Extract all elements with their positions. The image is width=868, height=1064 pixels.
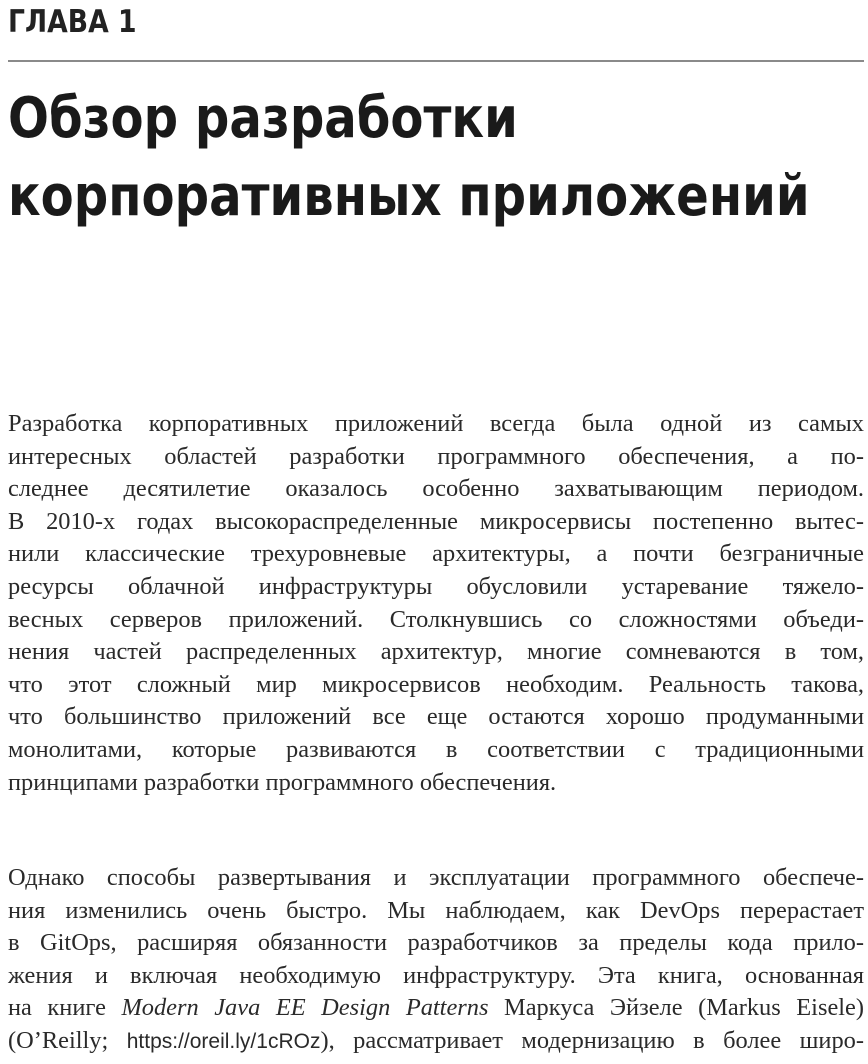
body-paragraph-2 xyxy=(8,862,864,1059)
text-line: Однако способы развертывания и эксплуатации программного обеспече- xyxy=(8,864,864,891)
text-segment: на книге xyxy=(8,994,122,1022)
text-segment: Маркуса Эйзеле (Markus Eisele) xyxy=(488,994,864,1022)
text-line: ния изменились очень быстро. Мы наблюдаем, как DevOps перерастает xyxy=(8,896,864,924)
text-line: монолитами, которые развиваются в соответствии с традиционными xyxy=(8,735,864,763)
book-title-reference: Modern Java EE Design Patterns xyxy=(121,994,489,1022)
chapter-title-line-2: корпоративных приложений xyxy=(8,164,810,229)
text-line: ресурсы облачной инфраструктуры обусловили устаревание тяжело- xyxy=(8,572,864,600)
chapter-title xyxy=(8,80,810,236)
text-line xyxy=(8,1025,864,1059)
text-line: принципами разработки программного обеспечения. xyxy=(8,768,557,796)
text-line: В 2010-х годах высокораспределенные микросервисы постепенно вытес- xyxy=(8,507,864,535)
chapter-title-line-1: Обзор разработки xyxy=(8,86,518,151)
text-line: в GitOps, расширяя обязанности разработчиков за пределы кода прило- xyxy=(8,929,864,957)
text-line: нения частей распределенных архитектур, многие сомневаются в том, xyxy=(8,638,864,666)
body-paragraph-1 xyxy=(8,408,864,799)
text-segment: (O’Reilly; xyxy=(8,1026,127,1054)
text-line: весных серверов приложений. Столкнувшись со сложностями объеди- xyxy=(8,605,864,633)
reference-link[interactable]: https://oreil.ly/1cROz xyxy=(126,1029,321,1053)
text-segment: ), рассматривает модернизацию в более широ- xyxy=(320,1026,864,1054)
text-line: следнее десятилетие оказалось особенно захватывающим периодом. xyxy=(8,475,864,503)
text-line: что этот сложный мир микросервисов необходим. Реальность такова, xyxy=(8,670,864,698)
text-line: жения и включая необходимую инфраструктуру. Эта книга, основанная xyxy=(8,961,864,989)
text-line xyxy=(8,992,864,1025)
text-line: Разработка корпоративных приложений всегда была одной из самых xyxy=(8,410,864,437)
chapter-divider xyxy=(8,60,864,62)
text-line: что большинство приложений все еще остаются хорошо продуманными xyxy=(8,703,864,731)
text-line: интересных областей разработки программного обеспечения, а по- xyxy=(8,442,864,470)
text-line: нили классические трехуровневые архитектуры, а почти безграничные xyxy=(8,540,864,568)
chapter-label: ГЛАВА 1 xyxy=(8,4,137,40)
